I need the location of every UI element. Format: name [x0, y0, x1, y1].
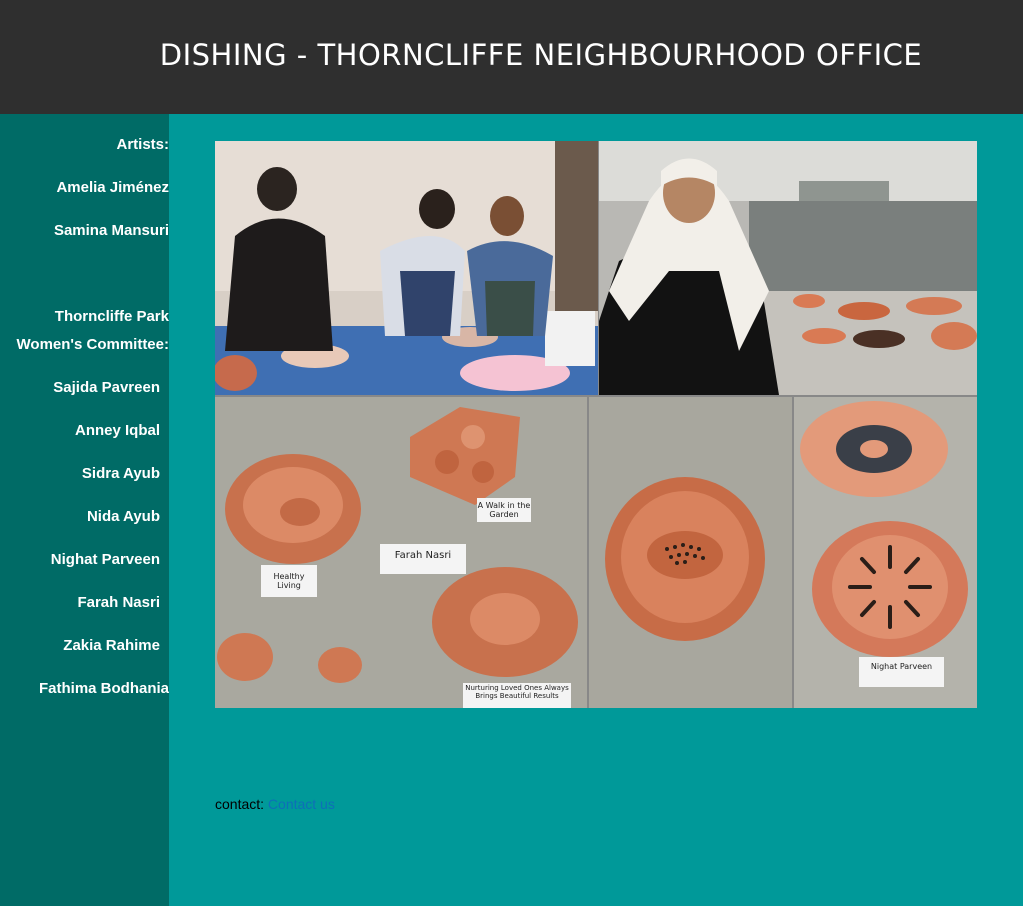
main-content — [169, 114, 1023, 906]
artists-heading: Artists: — [116, 136, 169, 153]
page-title: DISHING - THORNCLIFFE NEIGHBOURHOOD OFFICE — [159, 38, 923, 72]
sidebar — [0, 114, 169, 906]
label-card: Healthy Living — [261, 565, 317, 597]
sidebar-item-member: Sidra Ayub — [81, 465, 160, 482]
label-card: Nighat Parveen — [859, 657, 944, 687]
page-header — [0, 0, 1023, 114]
sidebar-item-member: Zakia Rahime — [63, 637, 160, 654]
sidebar-item-member: Sajida Pavreen — [53, 379, 160, 396]
sidebar-item-member: Fathima Bodhania — [38, 680, 169, 697]
contact-line — [215, 796, 335, 812]
photo-workshop — [215, 141, 598, 395]
sidebar-item-artist: Samina Mansuri — [53, 222, 169, 239]
photo-collage — [215, 141, 977, 708]
photo-plate — [589, 397, 792, 708]
contact-label: contact: — [215, 796, 265, 812]
photo-portrait — [599, 141, 977, 395]
sidebar-item-member: Nida Ayub — [86, 508, 160, 525]
sidebar-item-member: Nighat Parveen — [50, 551, 160, 568]
sidebar-item-artist: Amelia Jiménez — [56, 179, 169, 196]
photo-bowls-table — [215, 397, 587, 708]
contact-link[interactable]: Contact us — [267, 796, 335, 812]
label-card: A Walk in the Garden — [477, 498, 531, 522]
sidebar-item-member: Anney Iqbal — [74, 422, 160, 439]
label-card: Nurturing Loved Ones Always Brings Beautiful Results — [463, 683, 571, 708]
committee-heading-line1: Thorncliffe Park — [54, 308, 169, 325]
sidebar-item-member: Farah Nasri — [77, 594, 160, 611]
committee-heading-line2: Women's Committee: — [16, 336, 169, 353]
photo-two-plates — [794, 397, 977, 708]
label-card: Farah Nasri — [380, 544, 466, 574]
